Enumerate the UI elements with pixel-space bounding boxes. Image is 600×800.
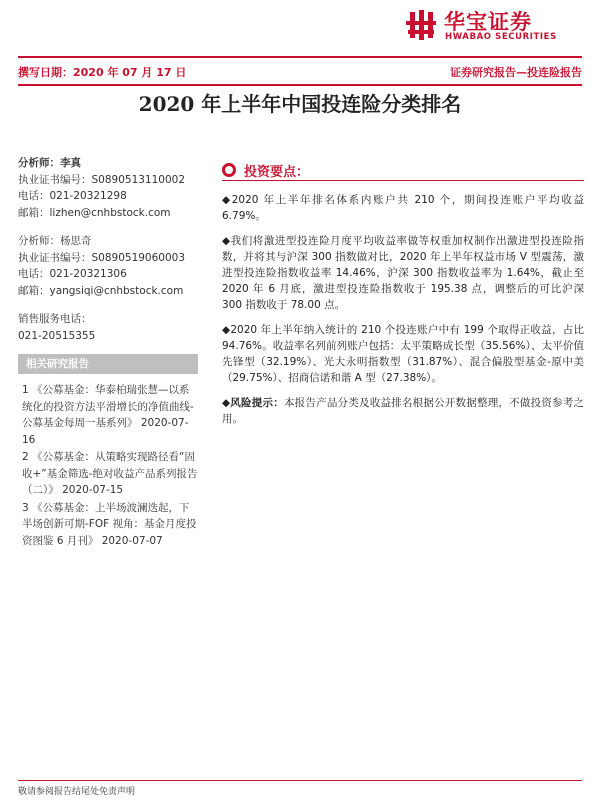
analyst-phone: 电话：021-20321306 (18, 268, 127, 280)
risk-label: ◆风险提示： (222, 397, 284, 409)
brand-name-en: HWABAO SECURITIES (445, 32, 557, 42)
footer-divider (18, 780, 582, 781)
related-report-item: 2 《公募基金：从策略实现路径看“固收+”基金筛选-绝对收益产品系列报告（二）》 2020-07-15 (22, 451, 198, 496)
report-date: 撰写日期：2020 年 07 月 17 日 (18, 66, 187, 79)
report-type: 证券研究报告—投连险报告 (450, 66, 582, 79)
analyst-cert: 执业证书编号：S0890519060003 (18, 251, 186, 264)
highlight-paragraph: ◆2020 年上半年排名体系内账户共 210 个，期间投连账户平均收益 6.79%。 (222, 194, 584, 222)
invest-underline (222, 180, 584, 181)
related-reports-list (18, 382, 198, 550)
target-circle-icon (222, 163, 236, 177)
highlight-paragraph: ◆2020 年上半年纳入统计的 210 个投连账户中有 199 个取得正收益，占比 94.76%。收益率名列前列账户包括：太平策略成长型（35.56%）、太平价值先锋型（32.19%）、光大永明指数型（31.87%）、混合偏股型基金-原中美（29.75%）、招商信诺和谐 A 型（27.38%）。 (222, 324, 584, 384)
header-divider (18, 56, 582, 58)
investment-highlights (222, 160, 584, 427)
report-title: 2020 年上半年中国投连险分类排名 (138, 92, 462, 116)
disclaimer-note: 敬请参阅报告结尾处免责声明 (18, 787, 136, 797)
analyst-card (18, 155, 208, 221)
brand-name-cn: 华宝证券 (444, 10, 532, 34)
related-report-item: 3 《公募基金：上半场波澜迭起，下半场创新可期-FOF 视角：基金月度投资图鉴 6 月刊》 2020-07-07 (22, 501, 197, 547)
analyst-cert: 执业证书编号：S0890513110002 (18, 173, 186, 186)
invest-header (222, 160, 584, 182)
analyst-email: 邮箱：lizhen@cnhbstock.com (18, 206, 171, 219)
risk-text: 本报告产品分类及收益排名根据公开数据整理，不做投资参考之用。 (222, 397, 585, 425)
invest-title: 投资要点： (244, 165, 310, 180)
brand-logo (404, 6, 572, 44)
related-reports-header: 相关研究报告 (18, 354, 198, 374)
analyst-email: 邮箱：yangsiqi@cnhbstock.com (18, 284, 184, 297)
sales-label: 销售服务电话： (18, 313, 92, 325)
analyst-phone: 电话：021-20321298 (18, 190, 127, 202)
highlight-paragraph: ◆我们将激进型投连险月度平均收益率做等权重加权制作出激进型投连险指数，并将其与沪深 300 指数做对比，2020 年上半年权益市场 V 型震荡，激进型投连险指数收益率 14.46%，沪深 300 指数收益率为 1.64%，截止至 2020 年 6 月底，激进型投连险指数收于 195.38 点，调整后的可比沪深 300 指数收于 78.00 点。 (222, 235, 584, 311)
hwabao-logo-icon (404, 8, 438, 42)
related-report-item: 1 《公募基金：华泰柏瑞张慧—以系统化的投资方法平滑增长的净值曲线-公募基金每周一基系列》 2020-07-16 (22, 384, 194, 446)
sales-contact (18, 311, 208, 344)
analyst-name: 分析师：李真 (18, 157, 81, 169)
risk-warning (222, 395, 584, 427)
analyst-column (18, 155, 208, 356)
sales-phone: 021-20515355 (18, 329, 96, 342)
analyst-name: 分析师：杨思奇 (18, 235, 92, 247)
analyst-card (18, 233, 208, 299)
meta-divider (18, 84, 582, 86)
meta-row (18, 64, 582, 82)
